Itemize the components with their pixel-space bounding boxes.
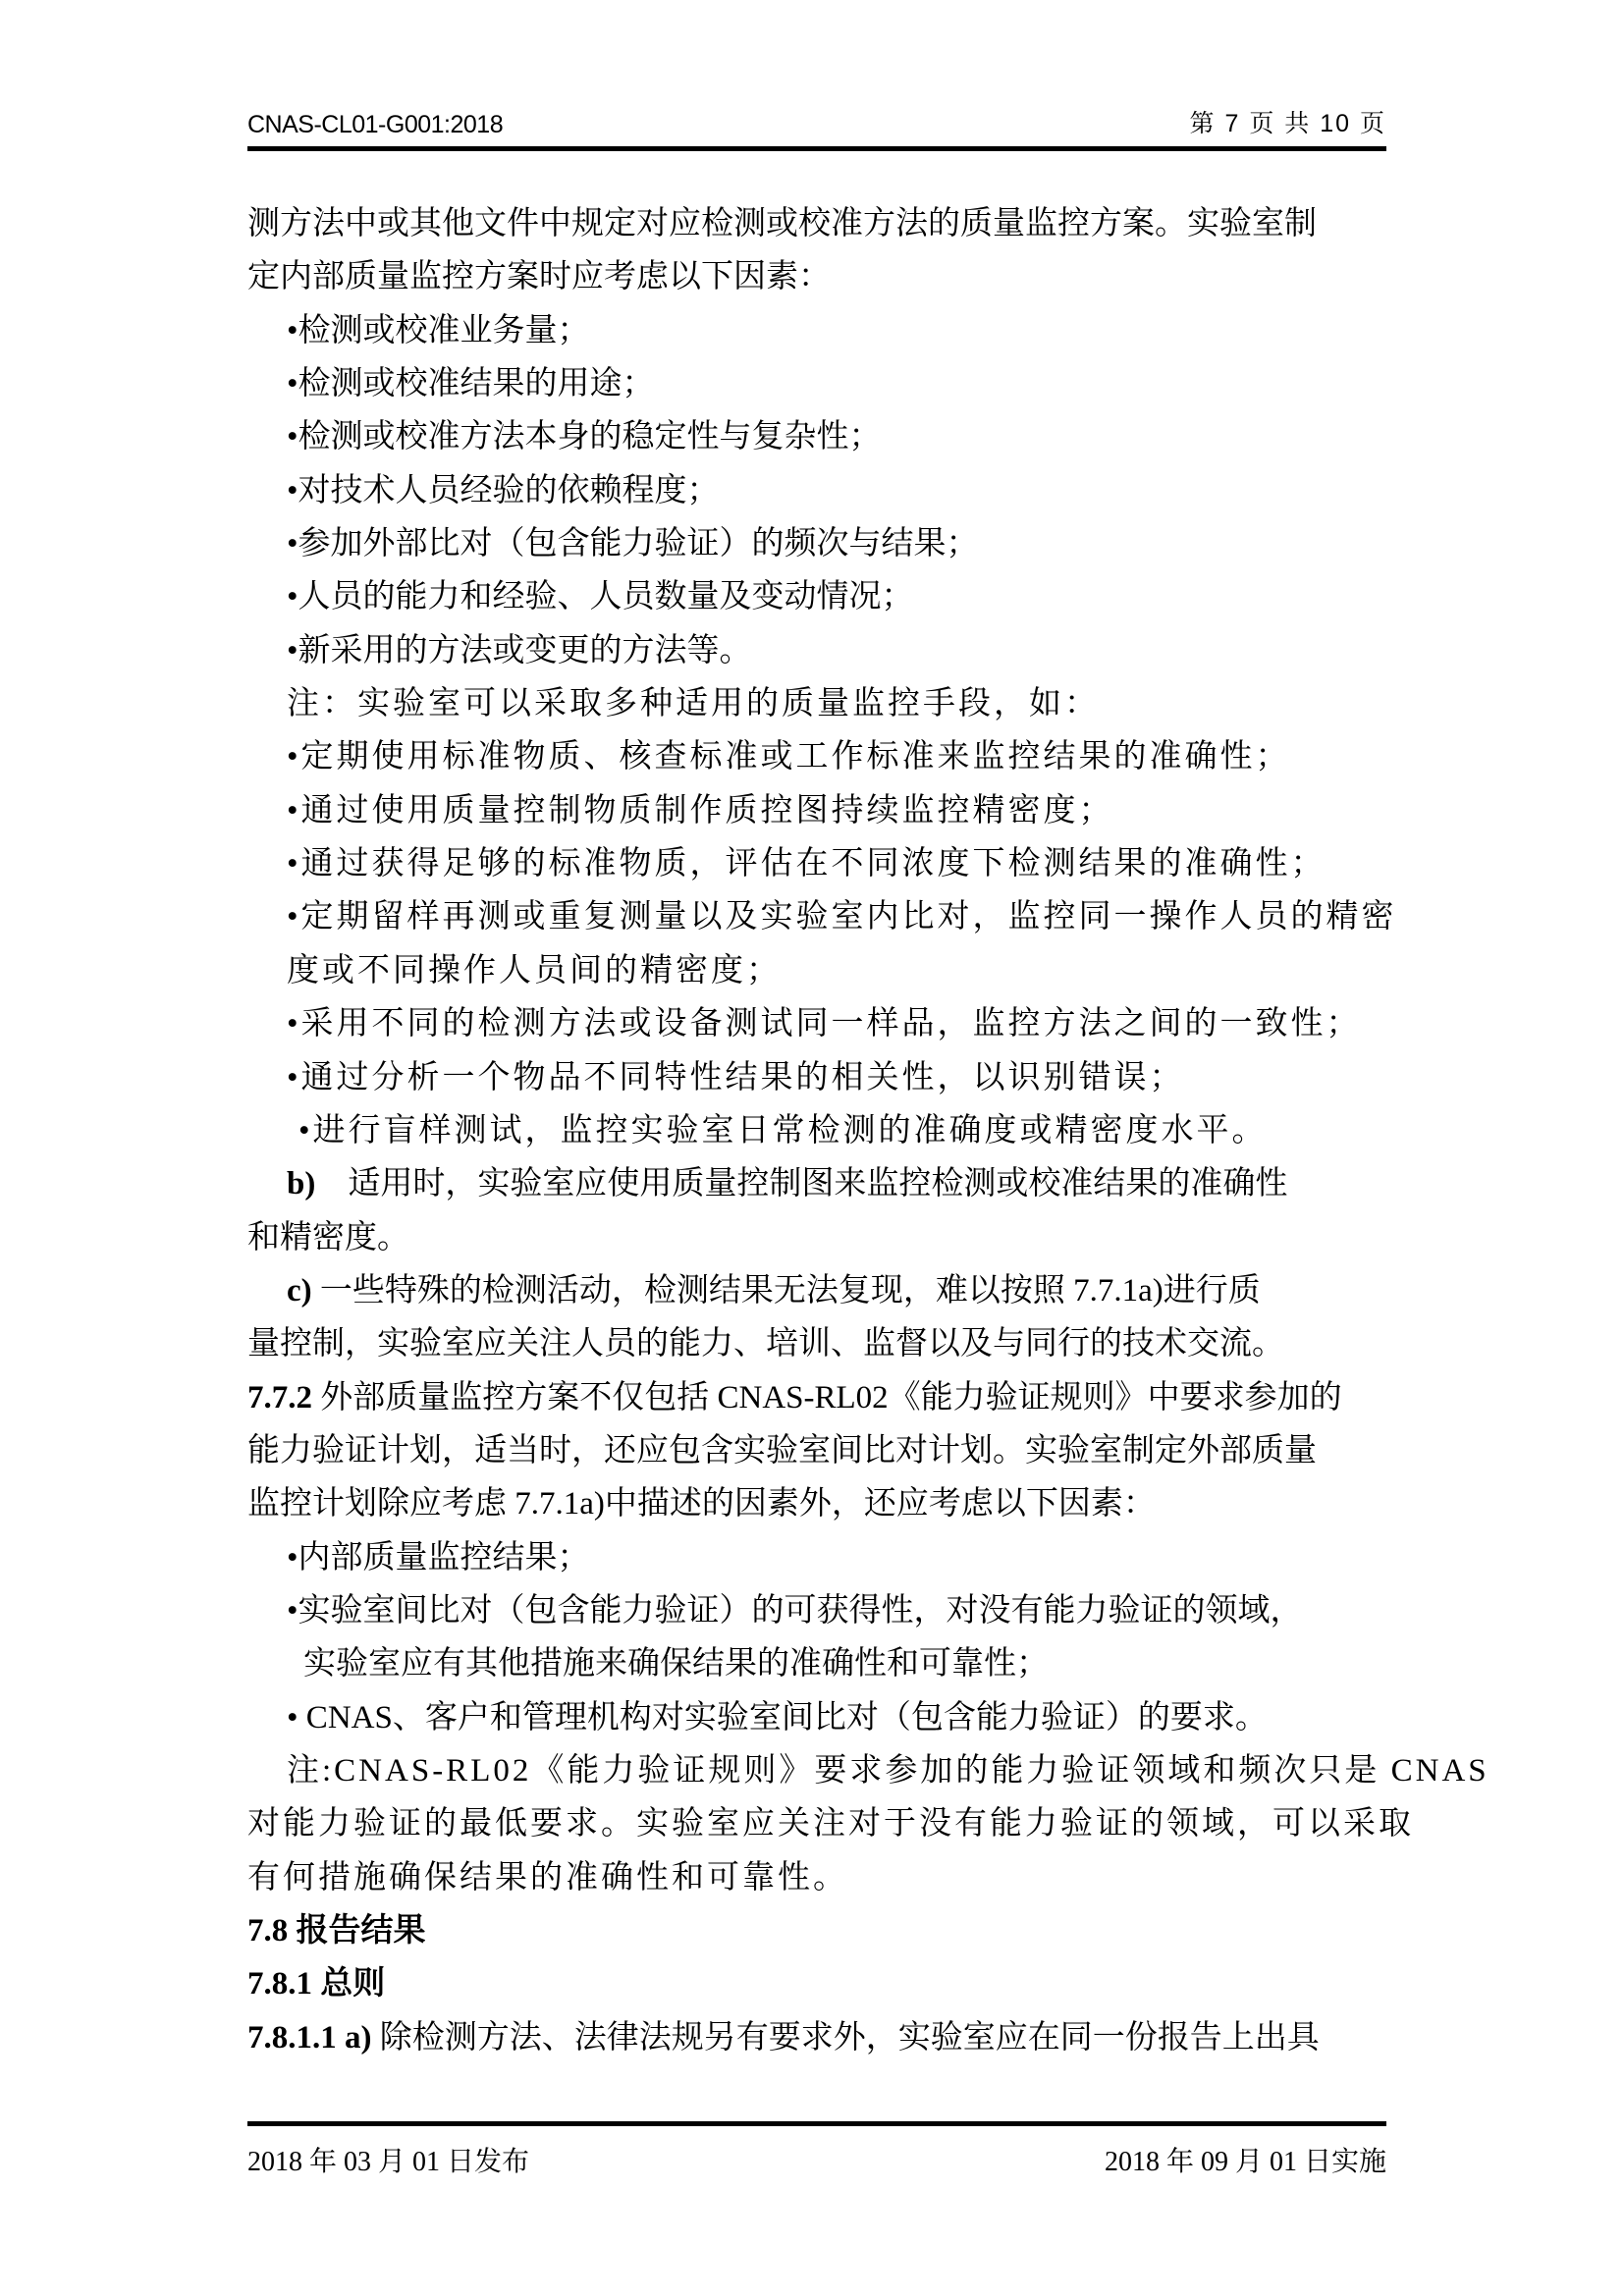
text-segment: •通过分析一个物品不同特性结果的相关性，以识别错误； [287, 1059, 1185, 1095]
text-line [247, 357, 1386, 410]
text-segment: •定期使用标准物质、核查标准或工作标准来监控结果的准确性； [287, 739, 1291, 775]
text-line [247, 1051, 1386, 1104]
text-line [247, 944, 1386, 997]
page-header [247, 104, 1386, 151]
text-line [247, 2011, 1386, 2064]
text-segment-bold: 7.8.1 总则 [247, 1966, 386, 2002]
text-line [247, 837, 1386, 890]
document-id: CNAS-CL01-G001:2018 [247, 111, 504, 138]
text-segment: 一些特殊的检测活动，检测结果无法复现，难以按照 7.7.1a)进行质 [311, 1272, 1261, 1308]
issue-date: 2018 年 03 月 01 日发布 [247, 2147, 530, 2177]
text-segment: •检测或校准结果的用途； [287, 366, 655, 402]
text-segment: •参加外部比对（包含能力验证）的频次与结果； [287, 526, 979, 562]
page-number: 第 7 页 共 10 页 [1189, 110, 1386, 137]
text-segment: •对技术人员经验的依赖程度； [287, 472, 720, 508]
text-line [247, 1584, 1386, 1637]
text-line [247, 624, 1386, 677]
text-segment: •检测或校准方法本身的稳定性与复杂性； [287, 419, 882, 455]
text-segment: 定内部质量监控方案时应考虑以下因素： [247, 259, 831, 295]
text-line [247, 1104, 1386, 1157]
text-line [247, 1797, 1414, 1850]
text-segment-bold: 7.8 报告结果 [247, 1913, 426, 1949]
text-line [247, 570, 1386, 623]
text-segment: •实验室间比对（包含能力验证）的可获得性，对没有能力验证的领域， [287, 1592, 1303, 1629]
text-segment: 注:CNAS-RL02《能力验证规则》要求参加的能力验证领域和频次只是 CNAS [287, 1752, 1489, 1789]
text-segment-bold: 7.8.1.1 a) [247, 2019, 372, 2056]
text-segment: •新采用的方法或变更的方法等。 [287, 632, 752, 668]
page-footer [247, 2121, 1386, 2179]
text-segment: •内部质量监控结果； [287, 1539, 590, 1575]
text-line [247, 1851, 1386, 1904]
text-line [247, 784, 1386, 837]
text-line [247, 517, 1386, 570]
text-segment: 量控制，实验室应关注人员的能力、培训、监督以及与同行的技术交流。 [247, 1326, 1284, 1362]
text-segment: 除检测方法、法律法规另有要求外，实验室应在同一份报告上出具 [371, 2019, 1320, 2056]
text-segment: 监控计划除应考虑 7.7.1a)中描述的因素外，还应考虑以下因素： [247, 1486, 1156, 1522]
text-segment-bold: b) [287, 1166, 316, 1202]
text-line [247, 1744, 1489, 1797]
text-line [247, 1157, 1386, 1210]
text-segment: •定期留样再测或重复测量以及实验室内比对，监控同一操作人员的精密 [287, 899, 1397, 935]
text-line [247, 1637, 1386, 1690]
text-segment: •人员的能力和经验、人员数量及变动情况； [287, 579, 914, 615]
text-line [247, 464, 1386, 517]
text-segment-bold: 7.7.2 [247, 1379, 312, 1415]
text-segment-bold: c) [287, 1272, 312, 1308]
text-segment: 度或不同操作人员间的精密度； [287, 952, 782, 988]
text-line [247, 677, 1386, 730]
text-line [247, 1904, 1386, 1957]
text-segment: 和精密度。 [247, 1219, 409, 1255]
text-line [247, 250, 1386, 303]
text-line [247, 1957, 1386, 2010]
text-segment: 实验室应有其他措施来确保结果的准确性和可靠性； [303, 1646, 1049, 1682]
text-line [247, 304, 1386, 357]
text-line [247, 997, 1386, 1050]
text-line [247, 1371, 1386, 1424]
text-segment: 能力验证计划，适当时，还应包含实验室间比对计划。实验室制定外部质量 [247, 1432, 1317, 1468]
text-line [247, 730, 1386, 783]
text-segment: •通过使用质量控制物质制作质控图持续监控精密度； [287, 792, 1114, 828]
text-segment: 对能力验证的最低要求。实验室应关注对于没有能力验证的领域，可以采取 [247, 1806, 1414, 1842]
text-line [247, 1211, 1386, 1264]
text-line [247, 410, 1386, 463]
document-body [247, 197, 1489, 2064]
text-segment: 注：实验室可以采取多种适用的质量监控手段，如： [287, 686, 1100, 722]
text-line [247, 1264, 1386, 1317]
text-line [247, 1317, 1386, 1370]
text-segment: • CNAS、客户和管理机构对实验室间比对（包含能力验证）的要求。 [287, 1699, 1268, 1735]
text-segment: •采用不同的检测方法或设备测试同一样品，监控方法之间的一致性； [287, 1006, 1362, 1042]
text-segment: 测方法中或其他文件中规定对应检测或校准方法的质量监控方案。实验室制 [247, 206, 1317, 241]
text-line [247, 1531, 1386, 1584]
text-line [247, 1424, 1386, 1477]
text-line [247, 1477, 1386, 1530]
text-segment: •检测或校准业务量； [287, 312, 590, 348]
text-segment: 外部质量监控方案不仅包括 CNAS-RL02《能力验证规则》中要求参加的 [312, 1379, 1342, 1415]
text-line [247, 1691, 1386, 1744]
text-line [247, 197, 1386, 250]
text-segment: 适用时，实验室应使用质量控制图来监控检测或校准结果的准确性 [315, 1166, 1288, 1202]
text-segment: •进行盲样测试，监控实验室日常检测的准确度或精密度水平。 [298, 1112, 1268, 1148]
text-segment: 有何措施确保结果的准确性和可靠性。 [247, 1859, 848, 1896]
implementation-date: 2018 年 09 月 01 日实施 [1104, 2147, 1386, 2177]
text-segment: •通过获得足够的标准物质，评估在不同浓度下检测结果的准确性； [287, 846, 1326, 882]
text-line [247, 890, 1397, 943]
